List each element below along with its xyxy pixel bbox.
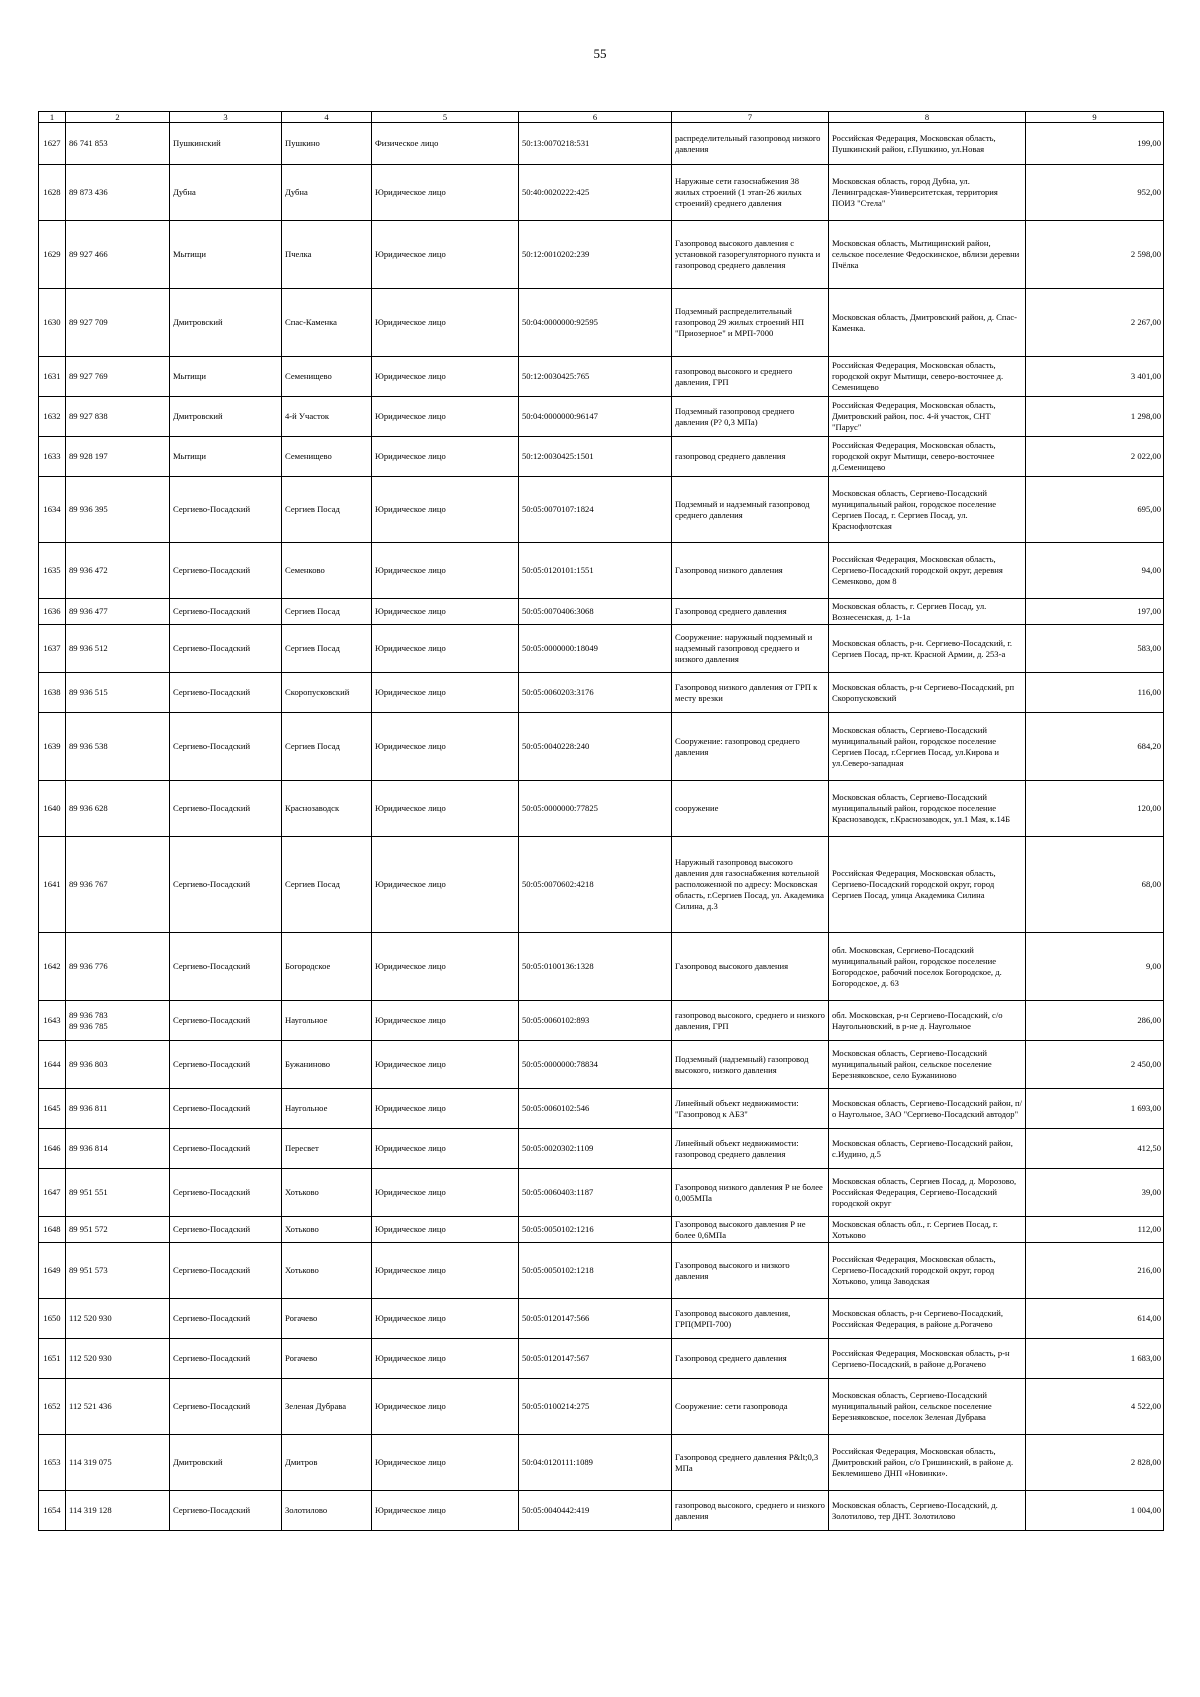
- cadastral-number: 50:05:0050102:1218: [519, 1243, 672, 1299]
- row-number: 1629: [39, 221, 66, 289]
- owner-type: Юридическое лицо: [372, 1129, 519, 1169]
- object-description: Газопровод среднего давления: [672, 599, 829, 625]
- locality: Рогачево: [282, 1299, 372, 1339]
- object-code: 89 927 466: [66, 221, 170, 289]
- object-code: 89 951 551: [66, 1169, 170, 1217]
- row-number: 1639: [39, 713, 66, 781]
- owner-type: Юридическое лицо: [372, 625, 519, 673]
- locality: Семенищево: [282, 437, 372, 477]
- locality: Бужаниново: [282, 1041, 372, 1089]
- object-address: Московская область, Сергиево-Посадский муниципальный район, городское поселение Сергиев Посад, г. Сергиев Посад, ул. Краснофлотская: [829, 477, 1026, 543]
- object-address: Московская область, город Дубна, ул. Ленинградская-Университетская, территория ПОИЗ "Стела": [829, 165, 1026, 221]
- cadastral-number: 50:04:0000000:96147: [519, 397, 672, 437]
- object-code: 89 936 477: [66, 599, 170, 625]
- object-address: Московская область, Сергиево-Посадский район, п/о Наугольное, ЗАО "Сергиево-Посадский автодор": [829, 1089, 1026, 1129]
- locality: Пчелка: [282, 221, 372, 289]
- object-description: газопровод высокого и среднего давления, ГРП: [672, 357, 829, 397]
- object-description: газопровод высокого, среднего и низкого давления: [672, 1491, 829, 1531]
- cadastral-number: 50:05:0070107:1824: [519, 477, 672, 543]
- object-description: Газопровод низкого давления Р не более 0,005МПа: [672, 1169, 829, 1217]
- owner-type: Юридическое лицо: [372, 1435, 519, 1491]
- column-header: 9: [1026, 112, 1164, 123]
- object-code: 89 936 776: [66, 933, 170, 1001]
- row-number: 1642: [39, 933, 66, 1001]
- locality: Зеленая Дубрава: [282, 1379, 372, 1435]
- column-header: 2: [66, 112, 170, 123]
- table-row: [39, 1169, 1164, 1217]
- object-description: Подземный (надземный) газопровод высокого, низкого давления: [672, 1041, 829, 1089]
- row-number: 1632: [39, 397, 66, 437]
- locality: Сергиев Посад: [282, 837, 372, 933]
- object-length: 2 267,00: [1026, 289, 1164, 357]
- locality: Пушкино: [282, 123, 372, 165]
- registry-table: [38, 111, 1164, 1531]
- column-header: 6: [519, 112, 672, 123]
- object-description: сооружение: [672, 781, 829, 837]
- cadastral-number: 50:05:0000000:78834: [519, 1041, 672, 1089]
- district: Сергиево-Посадский: [170, 1339, 282, 1379]
- district: Сергиево-Посадский: [170, 713, 282, 781]
- owner-type: Юридическое лицо: [372, 1243, 519, 1299]
- locality: Дубна: [282, 165, 372, 221]
- object-code: 89 951 573: [66, 1243, 170, 1299]
- district: Сергиево-Посадский: [170, 673, 282, 713]
- row-number: 1651: [39, 1339, 66, 1379]
- district: Сергиево-Посадский: [170, 1089, 282, 1129]
- object-length: 197,00: [1026, 599, 1164, 625]
- table-row: [39, 221, 1164, 289]
- locality: Дмитров: [282, 1435, 372, 1491]
- row-number: 1645: [39, 1089, 66, 1129]
- column-header: 4: [282, 112, 372, 123]
- row-number: 1646: [39, 1129, 66, 1169]
- page-number: 55: [593, 46, 607, 61]
- owner-type: Юридическое лицо: [372, 1299, 519, 1339]
- object-address: Российская Федерация, Московская область, Сергиево-Посадский городской округ, деревня Семенково, дом 8: [829, 543, 1026, 599]
- cadastral-number: 50:04:0120111:1089: [519, 1435, 672, 1491]
- object-description: Линейный объект недвижимости: "Газопровод к АБЗ": [672, 1089, 829, 1129]
- object-address: Московская область, Сергиево-Посадский муниципальный район, городское поселение Краснозаводск, г.Краснозаводск, ул.1 Мая, к.14Б: [829, 781, 1026, 837]
- owner-type: Юридическое лицо: [372, 397, 519, 437]
- object-code: 89 927 838: [66, 397, 170, 437]
- cadastral-number: 50:13:0070218:531: [519, 123, 672, 165]
- table-row: [39, 1339, 1164, 1379]
- object-length: 120,00: [1026, 781, 1164, 837]
- cadastral-number: 50:05:0100136:1328: [519, 933, 672, 1001]
- object-length: 4 522,00: [1026, 1379, 1164, 1435]
- object-description: Газопровод высокого давления: [672, 933, 829, 1001]
- owner-type: Юридическое лицо: [372, 357, 519, 397]
- object-code: 89 936 538: [66, 713, 170, 781]
- owner-type: Юридическое лицо: [372, 673, 519, 713]
- district: Сергиево-Посадский: [170, 543, 282, 599]
- owner-type: Юридическое лицо: [372, 599, 519, 625]
- table-row: [39, 625, 1164, 673]
- table-row: [39, 713, 1164, 781]
- row-number: 1641: [39, 837, 66, 933]
- table-row: [39, 599, 1164, 625]
- column-header: 7: [672, 112, 829, 123]
- district: Сергиево-Посадский: [170, 477, 282, 543]
- district: Сергиево-Посадский: [170, 1243, 282, 1299]
- table-row: [39, 123, 1164, 165]
- object-code: 112 520 930: [66, 1299, 170, 1339]
- cadastral-number: 50:05:0120147:566: [519, 1299, 672, 1339]
- locality: Сергиев Посад: [282, 713, 372, 781]
- cadastral-number: 50:05:0000000:18049: [519, 625, 672, 673]
- owner-type: Юридическое лицо: [372, 543, 519, 599]
- object-address: Российская Федерация, Московская область, городской округ Мытищи, северо-восточнее д.Семенищево: [829, 437, 1026, 477]
- object-length: 286,00: [1026, 1001, 1164, 1041]
- row-number: 1631: [39, 357, 66, 397]
- object-address: Московская область, Сергиево-Посадский муниципальный район, сельское поселение Березняковское, село Бужаниново: [829, 1041, 1026, 1089]
- district: Сергиево-Посадский: [170, 1129, 282, 1169]
- object-length: 1 683,00: [1026, 1339, 1164, 1379]
- object-length: 216,00: [1026, 1243, 1164, 1299]
- object-code: 86 741 853: [66, 123, 170, 165]
- object-length: 9,00: [1026, 933, 1164, 1001]
- object-address: Московская область, р-н Сергиево-Посадский, рп Скоропусковский: [829, 673, 1026, 713]
- object-length: 94,00: [1026, 543, 1164, 599]
- locality: Хотьково: [282, 1217, 372, 1243]
- object-code: 89 927 769: [66, 357, 170, 397]
- owner-type: Юридическое лицо: [372, 1089, 519, 1129]
- owner-type: Юридическое лицо: [372, 1041, 519, 1089]
- object-length: 1 004,00: [1026, 1491, 1164, 1531]
- object-address: обл. Московская, р-н Сергиево-Посадский, с/о Наугольновский, в р-не д. Наугольное: [829, 1001, 1026, 1041]
- object-address: Российская Федерация, Московская область, Дмитровский район, с/о Гришинский, в районе д. Беклемишево ДНП «Новинки».: [829, 1435, 1026, 1491]
- owner-type: Юридическое лицо: [372, 781, 519, 837]
- object-code: 89 936 512: [66, 625, 170, 673]
- object-address: Московская область, Мытищинский район, сельское поселение Федоскинское, вблизи деревни Пчёлка: [829, 221, 1026, 289]
- object-address: Российская Федерация, Московская область, Дмитровский район, пос. 4-й участок, СНТ "Парус": [829, 397, 1026, 437]
- district: Сергиево-Посадский: [170, 1299, 282, 1339]
- row-number: 1634: [39, 477, 66, 543]
- object-address: Российская Федерация, Московская область, Пушкинский район, г.Пушкино, ул.Новая: [829, 123, 1026, 165]
- object-code: 89 927 709: [66, 289, 170, 357]
- table-row: [39, 543, 1164, 599]
- district: Сергиево-Посадский: [170, 1491, 282, 1531]
- object-description: распределительный газопровод низкого давления: [672, 123, 829, 165]
- district: Сергиево-Посадский: [170, 837, 282, 933]
- object-description: Сооружение: наружный подземный и надземный газопровод среднего и низкого давления: [672, 625, 829, 673]
- object-code: 89 936 515: [66, 673, 170, 713]
- owner-type: Юридическое лицо: [372, 713, 519, 781]
- table-row: [39, 1089, 1164, 1129]
- district: Сергиево-Посадский: [170, 1001, 282, 1041]
- object-address: Московская область, Сергиево-Посадский муниципальный район, городское поселение Сергиев Посад, г.Сергиев Посад, ул.Кирова и ул.Северо-западная: [829, 713, 1026, 781]
- object-length: 695,00: [1026, 477, 1164, 543]
- table-row: [39, 1299, 1164, 1339]
- object-description: газопровод высокого, среднего и низкого давления, ГРП: [672, 1001, 829, 1041]
- cadastral-number: 50:05:0060403:1187: [519, 1169, 672, 1217]
- object-address: Российская Федерация, Московская область, р-н Сергиево-Посадский, в районе д.Рогачево: [829, 1339, 1026, 1379]
- cadastral-number: 50:05:0060203:3176: [519, 673, 672, 713]
- object-code: 89 936 767: [66, 837, 170, 933]
- table-row: [39, 1041, 1164, 1089]
- cadastral-number: 50:05:0120147:567: [519, 1339, 672, 1379]
- table-row: [39, 1129, 1164, 1169]
- object-length: 614,00: [1026, 1299, 1164, 1339]
- table-row: [39, 397, 1164, 437]
- locality: Хотьково: [282, 1243, 372, 1299]
- object-length: 2 828,00: [1026, 1435, 1164, 1491]
- object-description: Линейный объект недвижимости: газопровод среднего давления: [672, 1129, 829, 1169]
- owner-type: Юридическое лицо: [372, 437, 519, 477]
- object-code: 89 936 783 89 936 785: [66, 1001, 170, 1041]
- object-address: Российская Федерация, Московская область, Сергиево-Посадский городской округ, город Хотьково, улица Заводская: [829, 1243, 1026, 1299]
- row-number: 1640: [39, 781, 66, 837]
- locality: Хотьково: [282, 1169, 372, 1217]
- object-length: 583,00: [1026, 625, 1164, 673]
- cadastral-number: 50:05:0000000:77825: [519, 781, 672, 837]
- object-address: обл. Московская, Сергиево-Посадский муниципальный район, городское поселение Богородское, рабочий поселок Богородское, д. Богородское, д. 63: [829, 933, 1026, 1001]
- locality: Краснозаводск: [282, 781, 372, 837]
- object-address: Российская Федерация, Московская область, городской округ Мытищи, северо-восточнее д. Семенищево: [829, 357, 1026, 397]
- table-row: [39, 437, 1164, 477]
- object-length: 412,50: [1026, 1129, 1164, 1169]
- column-header: 1: [39, 112, 66, 123]
- locality: Сергиев Посад: [282, 477, 372, 543]
- row-number: 1644: [39, 1041, 66, 1089]
- object-length: 112,00: [1026, 1217, 1164, 1243]
- object-length: 2 450,00: [1026, 1041, 1164, 1089]
- owner-type: Юридическое лицо: [372, 1217, 519, 1243]
- object-length: 39,00: [1026, 1169, 1164, 1217]
- locality: Семенищево: [282, 357, 372, 397]
- row-number: 1652: [39, 1379, 66, 1435]
- cadastral-number: 50:05:0040442:419: [519, 1491, 672, 1531]
- cadastral-number: 50:05:0050102:1216: [519, 1217, 672, 1243]
- object-address: Московская область, Сергиево-Посадский, д. Золотилово, тер ДНТ. Золотилово: [829, 1491, 1026, 1531]
- district: Дмитровский: [170, 1435, 282, 1491]
- owner-type: Юридическое лицо: [372, 165, 519, 221]
- row-number: 1630: [39, 289, 66, 357]
- owner-type: Юридическое лицо: [372, 933, 519, 1001]
- cadastral-number: 50:05:0060102:893: [519, 1001, 672, 1041]
- locality: Пересвет: [282, 1129, 372, 1169]
- locality: Наугольное: [282, 1089, 372, 1129]
- column-header: 5: [372, 112, 519, 123]
- cadastral-number: 50:12:0010202:239: [519, 221, 672, 289]
- object-length: 1 693,00: [1026, 1089, 1164, 1129]
- object-description: Газопровод высокого давления с установкой газорегуляторного пункта и газопровод среднего давления: [672, 221, 829, 289]
- object-length: 2 598,00: [1026, 221, 1164, 289]
- object-address: Московская область, р-н Сергиево-Посадский, Российская Федерация, в районе д.Рогачево: [829, 1299, 1026, 1339]
- district: Сергиево-Посадский: [170, 781, 282, 837]
- object-code: 114 319 128: [66, 1491, 170, 1531]
- table-row: [39, 1379, 1164, 1435]
- object-address: Московская область, Сергиево-Посадский район, с.Иудино, д.5: [829, 1129, 1026, 1169]
- locality: Сергиев Посад: [282, 599, 372, 625]
- object-description: Подземный распределительный газопровод 29 жилых строений НП "Приозерное" и МРП-7000: [672, 289, 829, 357]
- header-row: [39, 112, 1164, 123]
- object-description: Газопровод среднего давления P&lt;0,3 МПа: [672, 1435, 829, 1491]
- object-description: Подземный и надземный газопровод среднего давления: [672, 477, 829, 543]
- object-code: 114 319 075: [66, 1435, 170, 1491]
- cadastral-number: 50:05:0070602:4218: [519, 837, 672, 933]
- cadastral-number: 50:40:0020222:425: [519, 165, 672, 221]
- cadastral-number: 50:05:0100214:275: [519, 1379, 672, 1435]
- object-address: Московская область, г. Сергиев Посад, ул. Вознесенская, д. 1-1а: [829, 599, 1026, 625]
- locality: Наугольное: [282, 1001, 372, 1041]
- owner-type: Юридическое лицо: [372, 1001, 519, 1041]
- locality: Семенково: [282, 543, 372, 599]
- table-row: [39, 477, 1164, 543]
- cadastral-number: 50:05:0040228:240: [519, 713, 672, 781]
- district: Мытищи: [170, 221, 282, 289]
- row-number: 1647: [39, 1169, 66, 1217]
- locality: Богородское: [282, 933, 372, 1001]
- owner-type: Юридическое лицо: [372, 1379, 519, 1435]
- locality: Золотилово: [282, 1491, 372, 1531]
- district: Сергиево-Посадский: [170, 599, 282, 625]
- table-row: [39, 289, 1164, 357]
- object-address: Московская область, Сергиево-Посадский муниципальный район, сельское поселение Березняковское, поселок Зеленая Дубрава: [829, 1379, 1026, 1435]
- district: Сергиево-Посадский: [170, 1041, 282, 1089]
- district: Мытищи: [170, 437, 282, 477]
- table-row: [39, 1001, 1164, 1041]
- district: Сергиево-Посадский: [170, 625, 282, 673]
- locality: Спас-Каменка: [282, 289, 372, 357]
- district: Мытищи: [170, 357, 282, 397]
- row-number: 1650: [39, 1299, 66, 1339]
- row-number: 1649: [39, 1243, 66, 1299]
- object-length: 3 401,00: [1026, 357, 1164, 397]
- object-description: газопровод среднего давления: [672, 437, 829, 477]
- owner-type: Юридическое лицо: [372, 221, 519, 289]
- object-code: 89 928 197: [66, 437, 170, 477]
- object-code: 89 936 811: [66, 1089, 170, 1129]
- row-number: 1635: [39, 543, 66, 599]
- district: Сергиево-Посадский: [170, 933, 282, 1001]
- object-code: 89 936 628: [66, 781, 170, 837]
- district: Пушкинский: [170, 123, 282, 165]
- object-description: Газопровод среднего давления: [672, 1339, 829, 1379]
- object-length: 199,00: [1026, 123, 1164, 165]
- object-description: Сооружение: сети газопровода: [672, 1379, 829, 1435]
- object-description: Газопровод низкого давления от ГРП к месту врезки: [672, 673, 829, 713]
- owner-type: Физическое лицо: [372, 123, 519, 165]
- object-code: 89 936 814: [66, 1129, 170, 1169]
- row-number: 1638: [39, 673, 66, 713]
- district: Сергиево-Посадский: [170, 1169, 282, 1217]
- object-length: 2 022,00: [1026, 437, 1164, 477]
- column-header: 8: [829, 112, 1026, 123]
- table-row: [39, 837, 1164, 933]
- cadastral-number: 50:12:0030425:1501: [519, 437, 672, 477]
- row-number: 1633: [39, 437, 66, 477]
- cadastral-number: 50:05:0070406:3068: [519, 599, 672, 625]
- cadastral-number: 50:12:0030425:765: [519, 357, 672, 397]
- column-header: 3: [170, 112, 282, 123]
- object-code: 89 936 395: [66, 477, 170, 543]
- cadastral-number: 50:05:0120101:1551: [519, 543, 672, 599]
- locality: Скоропусковский: [282, 673, 372, 713]
- object-description: Газопровод высокого давления, ГРП(МРП-700): [672, 1299, 829, 1339]
- locality: 4-й Участок: [282, 397, 372, 437]
- object-length: 1 298,00: [1026, 397, 1164, 437]
- cadastral-number: 50:05:0060102:546: [519, 1089, 672, 1129]
- district: Дмитровский: [170, 289, 282, 357]
- table-row: [39, 933, 1164, 1001]
- district: Дубна: [170, 165, 282, 221]
- object-address: Московская область, р-н. Сергиево-Посадский, г. Сергиев Посад, пр-кт. Красной Армии, д. 253-а: [829, 625, 1026, 673]
- cadastral-number: 50:05:0020302:1109: [519, 1129, 672, 1169]
- table-row: [39, 673, 1164, 713]
- object-code: 89 936 803: [66, 1041, 170, 1089]
- owner-type: Юридическое лицо: [372, 1339, 519, 1379]
- object-code: 89 873 436: [66, 165, 170, 221]
- row-number: 1627: [39, 123, 66, 165]
- object-length: 952,00: [1026, 165, 1164, 221]
- district: Сергиево-Посадский: [170, 1217, 282, 1243]
- cadastral-number: 50:04:0000000:92595: [519, 289, 672, 357]
- locality: Сергиев Посад: [282, 625, 372, 673]
- owner-type: Юридическое лицо: [372, 477, 519, 543]
- object-address: Российская Федерация, Московская область, Сергиево-Посадский городской округ, город Сергиев Посад, улица Академика Силина: [829, 837, 1026, 933]
- object-description: Сооружение: газопровод среднего давления: [672, 713, 829, 781]
- object-description: Наружный газопровод высокого давления для газоснабжения котельной расположенной по адресу: Московская область, г.Сергиев Посад, ул. Академика Силина, д.3: [672, 837, 829, 933]
- owner-type: Юридическое лицо: [372, 1491, 519, 1531]
- table-row: [39, 1217, 1164, 1243]
- table-row: [39, 357, 1164, 397]
- row-number: 1637: [39, 625, 66, 673]
- object-address: Московская область, Дмитровский район, д. Спас-Каменка.: [829, 289, 1026, 357]
- object-description: Газопровод высокого и низкого давления: [672, 1243, 829, 1299]
- object-description: Подземный газопровод среднего давления (Р? 0,3 МПа): [672, 397, 829, 437]
- object-description: Газопровод низкого давления: [672, 543, 829, 599]
- row-number: 1653: [39, 1435, 66, 1491]
- object-code: 112 520 930: [66, 1339, 170, 1379]
- owner-type: Юридическое лицо: [372, 289, 519, 357]
- table-row: [39, 781, 1164, 837]
- district: Сергиево-Посадский: [170, 1379, 282, 1435]
- object-description: Газопровод высокого давления Р не более 0,6МПа: [672, 1217, 829, 1243]
- object-description: Наружные сети газоснабжения 38 жилых строений (1 этап-26 жилых строений) среднего давления: [672, 165, 829, 221]
- row-number: 1648: [39, 1217, 66, 1243]
- row-number: 1636: [39, 599, 66, 625]
- object-length: 684,20: [1026, 713, 1164, 781]
- row-number: 1628: [39, 165, 66, 221]
- object-length: 116,00: [1026, 673, 1164, 713]
- object-code: 89 951 572: [66, 1217, 170, 1243]
- locality: Рогачево: [282, 1339, 372, 1379]
- row-number: 1654: [39, 1491, 66, 1531]
- object-code: 89 936 472: [66, 543, 170, 599]
- owner-type: Юридическое лицо: [372, 837, 519, 933]
- district: Дмитровский: [170, 397, 282, 437]
- object-address: Московская область обл., г. Сергиев Посад, г. Хотьково: [829, 1217, 1026, 1243]
- table-row: [39, 165, 1164, 221]
- table-row: [39, 1243, 1164, 1299]
- table-row: [39, 1491, 1164, 1531]
- object-code: 112 521 436: [66, 1379, 170, 1435]
- object-length: 68,00: [1026, 837, 1164, 933]
- object-address: Московская область, Сергиев Посад, д. Морозово, Российская Федерация, Сергиево-Посадский городской округ: [829, 1169, 1026, 1217]
- table-row: [39, 1435, 1164, 1491]
- row-number: 1643: [39, 1001, 66, 1041]
- owner-type: Юридическое лицо: [372, 1169, 519, 1217]
